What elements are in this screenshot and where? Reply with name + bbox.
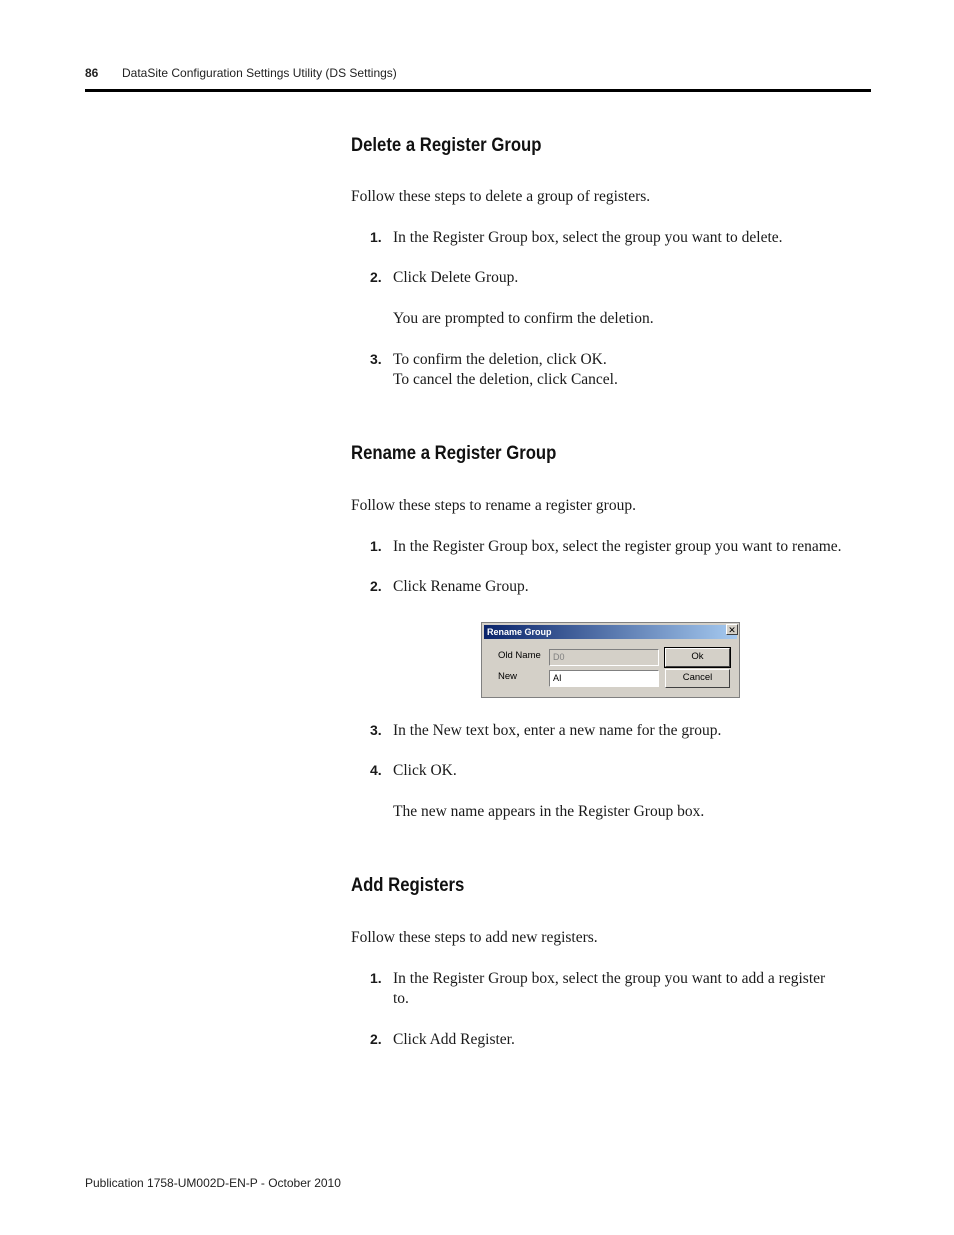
publication-footer: Publication 1758-UM002D-EN-P - October 2010 [85,1176,341,1190]
delete-step-2-note: You are prompted to confirm the deletion. [393,310,654,327]
add-step-2 [370,1031,515,1049]
rename-step-4-note: The new name appears in the Register Group box. [393,803,705,820]
step-number: 2. [370,269,382,285]
running-title: DataSite Configuration Settings Utility (DS Settings) [122,66,397,80]
rename-step-1 [370,538,842,556]
add-step-1 [370,970,825,988]
rename-step-4 [370,762,457,780]
dialog-title: Rename Group [487,627,552,637]
step-text: In the Register Group box, select the group you want to delete. [393,229,783,246]
old-name-label: Old Name [498,650,541,661]
step-text: Click Delete Group. [393,269,519,286]
step-number: 4. [370,762,382,778]
delete-step-3-line2: To cancel the deletion, click Cancel. [393,371,618,388]
add-step-1-line2: to. [393,990,409,1007]
step-text: To confirm the deletion, click OK. [393,351,607,368]
step-number: 1. [370,538,382,554]
section-heading-rename: Rename a Register Group [351,443,557,464]
delete-step-3 [370,351,607,369]
section-heading-add: Add Registers [351,875,465,896]
section-heading-delete: Delete a Register Group [351,135,542,156]
dialog-title-bar [484,625,737,639]
add-intro: Follow these steps to add new registers. [351,929,598,946]
ok-button[interactable]: Ok [665,648,730,667]
running-header [85,66,397,80]
delete-intro: Follow these steps to delete a group of registers. [351,188,651,205]
close-icon[interactable]: ✕ [726,624,738,635]
old-name-field: D0 [549,649,659,666]
step-number: 1. [370,970,382,986]
step-number: 1. [370,229,382,245]
step-number: 2. [370,578,382,594]
step-number: 3. [370,722,382,738]
step-number: 3. [370,351,382,367]
step-text: Click Add Register. [393,1031,515,1048]
rename-step-2 [370,578,529,596]
new-name-input[interactable]: AI [549,670,659,687]
rename-intro: Follow these steps to rename a register group. [351,497,636,514]
step-text: In the New text box, enter a new name for the group. [393,722,722,739]
step-text: In the Register Group box, select the group you want to add a register [393,970,826,987]
cancel-button[interactable]: Cancel [665,669,730,688]
new-name-label: New [498,671,518,682]
header-rule [85,89,871,92]
step-text: Click OK. [393,762,457,779]
rename-group-dialog [481,622,740,698]
delete-step-1 [370,229,783,247]
step-text: In the Register Group box, select the register group you want to rename. [393,538,842,555]
step-number: 2. [370,1031,382,1047]
rename-step-3 [370,722,721,740]
step-text: Click Rename Group. [393,578,529,595]
page-number: 86 [85,66,99,80]
delete-step-2 [370,269,518,287]
